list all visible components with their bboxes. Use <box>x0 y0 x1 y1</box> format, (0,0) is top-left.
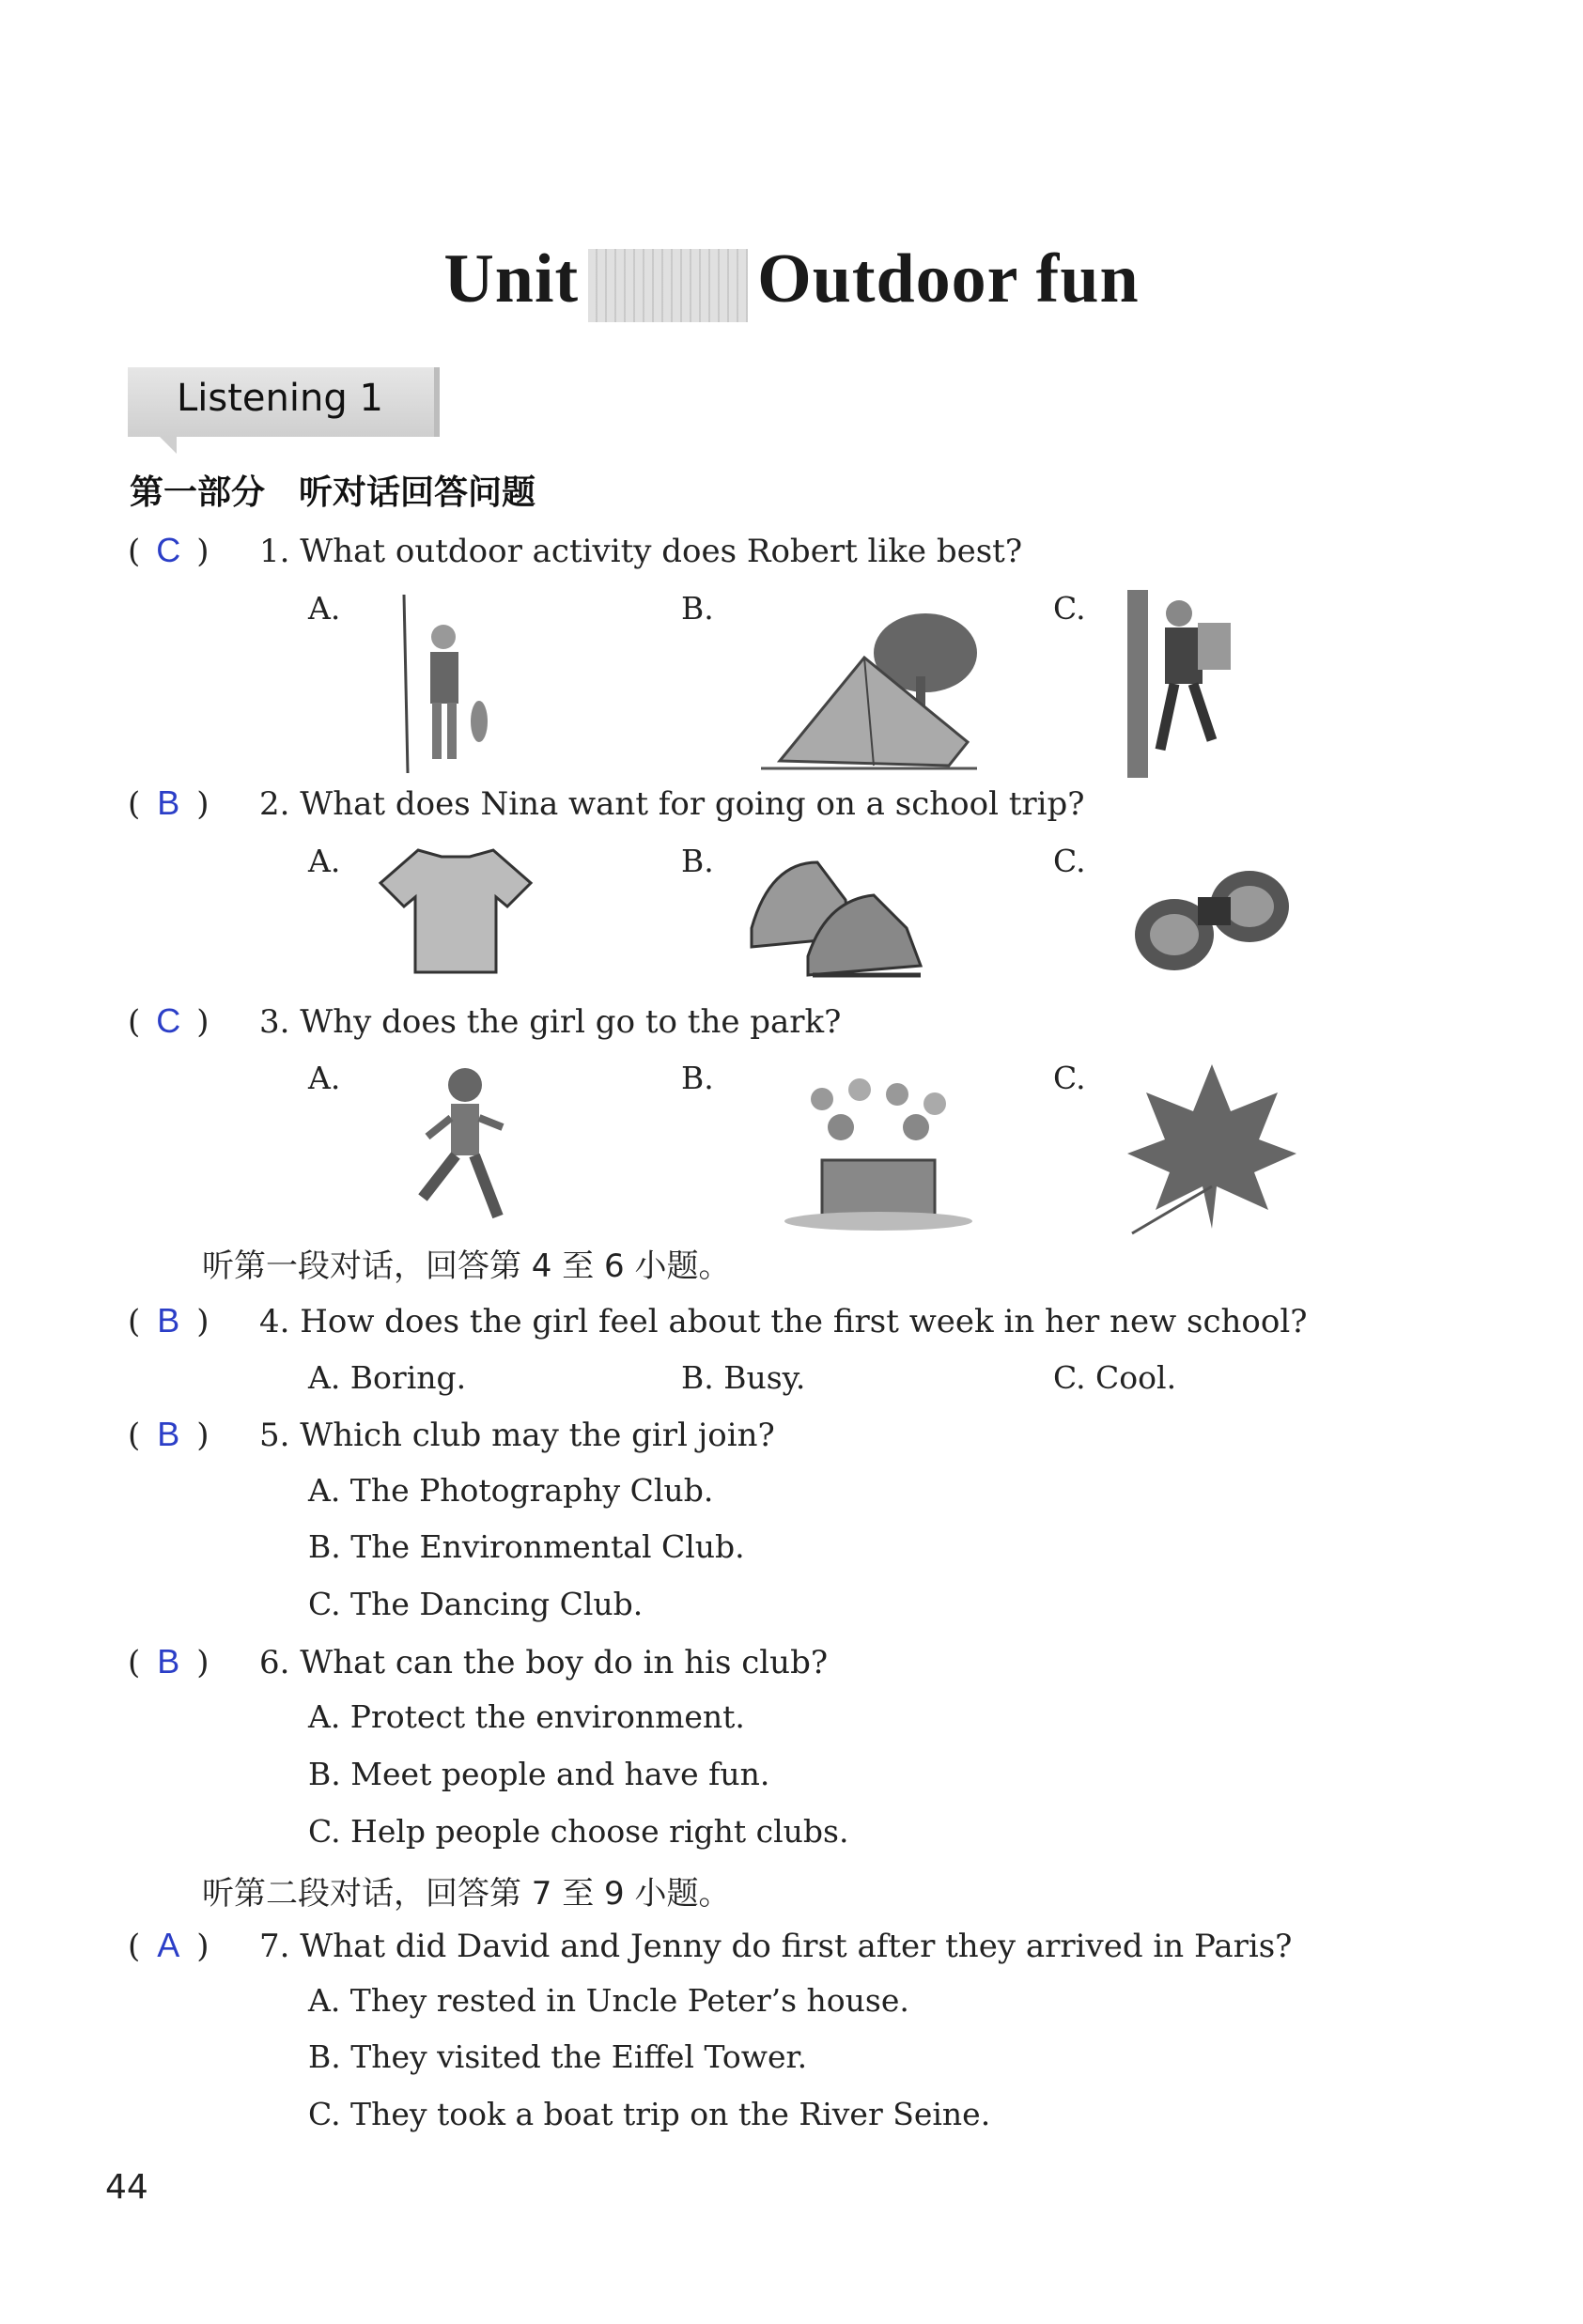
option-a: A. They rested in Uncle Peter’s house. <box>308 1982 909 2019</box>
question-7 <box>128 1926 1292 1965</box>
section-tab <box>128 367 440 437</box>
question-number: 3. <box>259 1003 290 1041</box>
answer-bracket: ( C ) <box>128 531 210 570</box>
option-a: A. <box>308 1060 341 1096</box>
option-b: B. The Environmental Club. <box>308 1528 745 1565</box>
question-4 <box>128 1301 1307 1340</box>
option-b: B. They visited the Eiffel Tower. <box>308 2038 808 2075</box>
question-text: Why does the girl go to the park? <box>300 1003 842 1041</box>
option-c: C. The Dancing Club. <box>308 1586 644 1622</box>
question-text: What outdoor activity does Robert like best? <box>300 533 1023 570</box>
question-text: What does Nina want for going on a school trip? <box>300 785 1085 823</box>
question-number: 6. <box>259 1644 290 1681</box>
title-text: Outdoor fun <box>757 240 1140 318</box>
t-shirt-icon <box>376 845 535 977</box>
option-b: B. <box>681 590 714 627</box>
question-1 <box>128 531 1022 570</box>
option-c: C. <box>1053 843 1086 879</box>
option-b: B. Meet people and have fun. <box>308 1756 770 1792</box>
option-a: A. Protect the environment. <box>308 1698 745 1735</box>
question-text: Which club may the girl join? <box>300 1417 775 1454</box>
question-6 <box>128 1642 828 1681</box>
question-text: How does the girl feel about the first week in her new school? <box>300 1303 1308 1340</box>
answer-bracket: ( B ) <box>128 783 210 823</box>
option-b: B. Busy. <box>681 1359 806 1396</box>
question-number: 5. <box>259 1417 290 1454</box>
section-label: Listening 1 <box>177 377 383 420</box>
option-c: C. They took a boat trip on the River Seine. <box>308 2096 991 2132</box>
instruction-note: 听第一段对话，回答第 4 至 6 小题。 <box>202 1247 731 1285</box>
question-number: 7. <box>259 1928 290 1965</box>
question-number: 2. <box>259 785 290 823</box>
question-3 <box>128 1001 841 1041</box>
answer: C <box>156 531 181 569</box>
option-b: B. <box>681 1060 714 1096</box>
binoculars-icon <box>1127 845 1296 982</box>
title-unit: Unit <box>443 240 580 318</box>
flower-basket-icon <box>784 1071 972 1231</box>
page-title <box>0 240 1583 322</box>
question-text: What can the boy do in his club? <box>300 1644 829 1681</box>
option-a: A. Boring. <box>308 1359 467 1396</box>
answer: B <box>157 783 180 822</box>
maple-leaf-icon <box>1123 1060 1301 1238</box>
answer: B <box>157 1415 180 1453</box>
part-heading: 第一部分 听对话回答问题 <box>130 473 536 512</box>
option-c: C. Help people choose right clubs. <box>308 1813 849 1850</box>
option-a: A. <box>308 843 341 879</box>
option-a: A. The Photography Club. <box>308 1472 714 1509</box>
answer-bracket: ( B ) <box>128 1301 210 1340</box>
running-girl-icon <box>399 1061 521 1231</box>
option-a: A. <box>308 590 341 627</box>
question-number: 1. <box>259 533 290 570</box>
answer: A <box>157 1926 180 1964</box>
question-5 <box>128 1415 775 1454</box>
answer: C <box>156 1001 181 1040</box>
watermark <box>588 249 748 322</box>
page-number: 44 <box>105 2168 148 2207</box>
answer: B <box>157 1642 180 1681</box>
question-number: 4. <box>259 1303 290 1340</box>
rock-climber-icon <box>1123 590 1245 778</box>
option-b: B. <box>681 843 714 879</box>
answer: B <box>157 1301 180 1340</box>
answer-bracket: ( C ) <box>128 1001 210 1041</box>
answer-bracket: ( B ) <box>128 1642 210 1681</box>
answer-bracket: ( B ) <box>128 1415 210 1454</box>
option-c: C. <box>1053 1060 1086 1096</box>
question-text: What did David and Jenny do first after they arrived in Paris? <box>300 1928 1293 1965</box>
answer-bracket: ( A ) <box>128 1926 210 1965</box>
option-c: C. Cool. <box>1053 1359 1177 1396</box>
question-2 <box>128 783 1085 823</box>
instruction-note: 听第二段对话，回答第 7 至 9 小题。 <box>202 1875 731 1913</box>
fishing-boy-icon <box>385 590 526 778</box>
sneakers-icon <box>742 844 930 984</box>
option-c: C. <box>1053 590 1086 627</box>
camping-tent-icon <box>761 601 986 775</box>
